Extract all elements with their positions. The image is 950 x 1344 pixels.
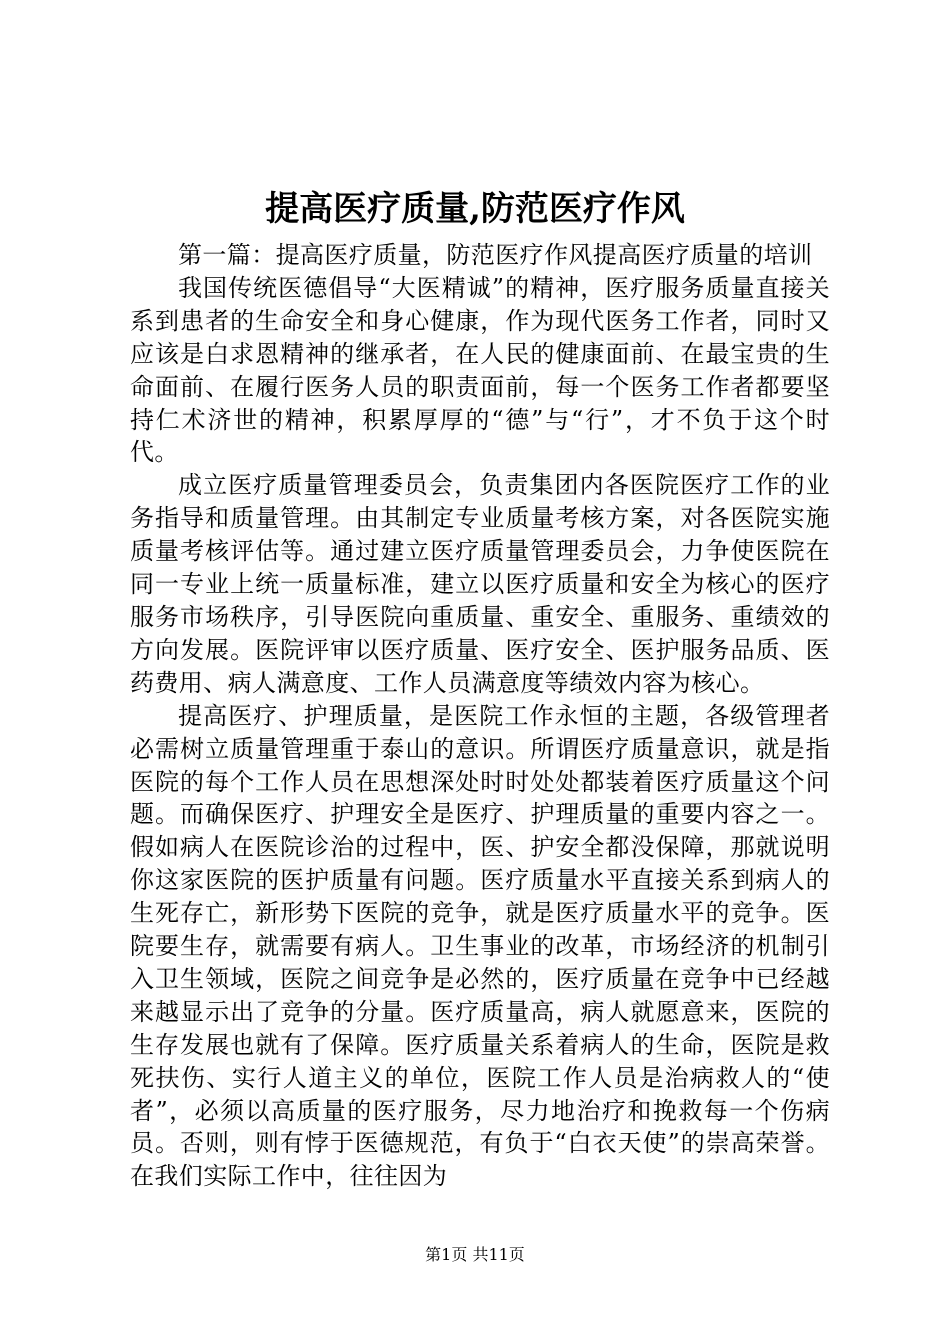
document-body — [130, 239, 830, 1193]
paragraph: 提高医疗、护理质量，是医院工作永恒的主题，各级管理者必需树立质量管理重于泰山的意识。所谓医疗质量意识，就是指医院的每个工作人员在思想深处时时处处都装着医疗质量这个问题。而确保医疗、护理安全是医疗、护理质量的重要内容之一。假如病人在医院诊治的过程中，医、护安全都没保障，那就说明你这家医院的医护质量有问题。医疗质量水平直接关系到病人的生死存亡，新形势下医院的竞争，就是医疗质量水平的竞争。医院要生存，就需要有病人。卫生事业的改革，市场经济的机制引入卫生领域，医院之间竞争是必然的，医疗质量在竞争中已经越来越显示出了竞争的分量。医疗质量高，病人就愿意来，医院的生存发展也就有了保障。医疗质量关系着病人的生命，医院是救死扶伤、实行人道主义的单位，医院工作人员是治病救人的“使者”，必须以高质量的医疗服务，尽力地治疗和挽救每一个伤病员。否则，则有悖于医德规范，有负于“白衣天使”的崇高荣誉。在我们实际工作中，往往因为 — [130, 701, 830, 1191]
paragraph-heading: 第一篇：提高医疗质量，防范医疗作风提高医疗质量的培训 — [178, 241, 813, 269]
page-footer: 第1页 共11页 — [425, 1245, 525, 1264]
paragraph: 成立医疗质量管理委员会，负责集团内各医院医疗工作的业务指导和质量管理。由其制定专业质量考核方案，对各医院实施质量考核评估等。通过建立医疗质量管理委员会，力争使医院在同一专业上统一质量标准，建立以医疗质量和安全为核心的医疗服务市场秩序，引导医院向重质量、重安全、重服务、重绩效的方向发展。医院评审以医疗质量、医疗安全、医护服务品质、医药费用、病人满意度、工作人员满意度等绩效内容为核心。 — [130, 471, 830, 697]
document-title: 提高医疗质量,防范医疗作风 — [265, 189, 685, 229]
paragraph: 我国传统医德倡导“大医精诚”的精神，医疗服务质量直接关系到患者的生命安全和身心健康，作为现代医务工作者，同时又应该是白求恩精神的继承者，在人民的健康面前、在最宝贵的生命面前、在履行医务人员的职责面前，每一个医务工作者都要坚持仁术济世的精神，积累厚厚的“德”与“行”，才不负于这个时代。 — [130, 273, 830, 467]
